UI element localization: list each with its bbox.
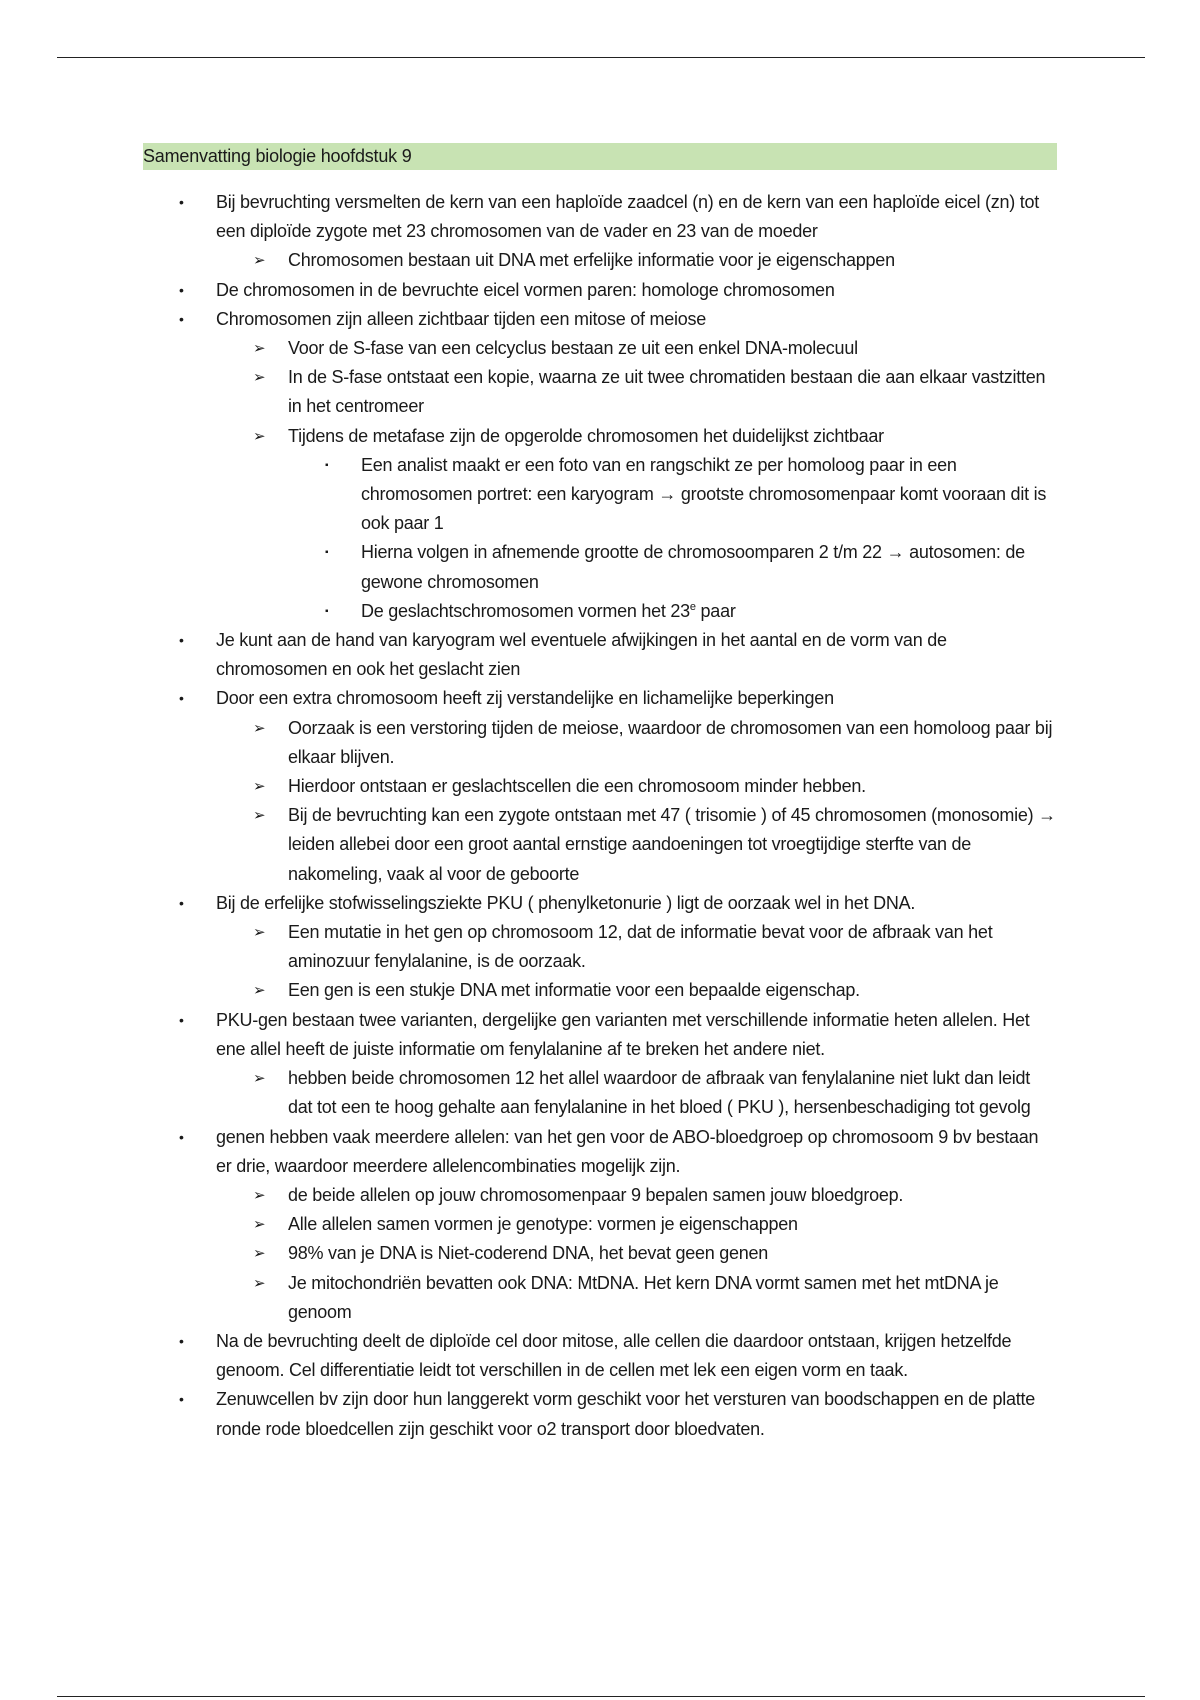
bullet-arrow-icon: ➢	[253, 1274, 266, 1292]
list-item	[325, 538, 1056, 596]
bullet-arrow-icon: ➢	[253, 807, 266, 825]
list-item	[179, 1327, 1056, 1385]
footer-rule	[57, 1696, 1145, 1697]
list-item	[179, 188, 1056, 246]
list-item	[253, 1239, 1056, 1268]
list-item-text: De chromosomen in de bevruchte eicel vormen paren: homologe chromosomen	[216, 279, 835, 300]
list-item-text: Een mutatie in het gen op chromosoom 12, dat de informatie bevat voor de afbraak van het aminozuur fenylalanine, is de oorzaak.	[288, 922, 993, 972]
list-item	[179, 684, 1056, 713]
list-item	[253, 246, 1056, 275]
list-item-text: Bij bevruchting versmelten de kern van een haploïde zaadcel (n) en de kern van een haploïde eicel (zn) tot een diploïde zygote met 23 chromosomen van de vader en 23 van de moeder	[216, 192, 1040, 242]
list-item	[179, 1385, 1056, 1443]
bullet-arrow-icon: ➢	[253, 1245, 266, 1263]
list-item-text: PKU-gen bestaan twee varianten, dergelijke gen varianten met verschillende informatie heten allelen. Het ene allel heeft de juiste informatie om fenylalanine af te breken het andere niet.	[216, 1009, 1030, 1059]
list-item-text: Je mitochondriën bevatten ook DNA: MtDNA. Het kern DNA vormt samen met het mtDNA je genoom	[288, 1272, 999, 1322]
list-item	[253, 422, 1056, 451]
list-item-text: de beide allelen op jouw chromosomenpaar 9 bepalen samen jouw bloedgroep.	[288, 1184, 904, 1205]
bullet-arrow-icon: ➢	[253, 1216, 266, 1234]
bullet-square-icon: ▪	[325, 547, 329, 559]
list-item-text: hebben beide chromosomen 12 het allel waardoor de afbraak van fenylalanine niet lukt dan leidt dat tot een te hoog gehalte aan fenylalanine in het bloed ( PKU ), hersenbeschadiging tot gevolg	[288, 1068, 1031, 1118]
bullet-arrow-icon: ➢	[253, 778, 266, 796]
list-item-text-tail: paar	[695, 600, 736, 621]
list-item-text: In de S-fase ontstaat een kopie, waarna ze uit twee chromatiden bestaan die aan elkaar vastzitten in het centromeer	[288, 367, 1046, 417]
list-item-text: genen hebben vaak meerdere allelen: van het gen voor de ABO-bloedgroep op chromosoom 9 bv bestaan er drie, waardoor meerdere allelencombinaties mogelijk zijn.	[216, 1126, 1039, 1176]
list-item-text: Hierdoor ontstaan er geslachtscellen die een chromosoom minder hebben.	[288, 776, 866, 797]
list-item-text: Alle allelen samen vormen je genotype: vormen je eigenschappen	[288, 1214, 798, 1235]
list-item	[325, 597, 1056, 626]
bullet-arrow-icon: ➢	[253, 719, 266, 737]
list-item-text: 98% van je DNA is Niet-coderend DNA, het bevat geen genen	[288, 1243, 769, 1264]
superscript: e	[689, 600, 696, 613]
list-item	[179, 1123, 1056, 1181]
list-item-text: Zenuwcellen bv zijn door hun langgerekt vorm geschikt voor het versturen van boodschappen en de platte ronde rode bloedcellen zijn geschikt voor o2 transport door bloedvaten.	[216, 1389, 1036, 1439]
list-item	[253, 334, 1056, 363]
bullet-dot-icon: •	[179, 894, 184, 911]
bullet-arrow-icon: ➢	[253, 924, 266, 942]
bullet-dot-icon: •	[179, 1128, 184, 1145]
list-item	[325, 451, 1056, 539]
list-item-text: Een analist maakt er een foto van en rangschikt ze per homoloog paar in een chromosomen portret: een karyogram → grootste chromosomenpaar komt vooraan dit is ook paar 1	[361, 454, 1047, 534]
list-item-text: Chromosomen bestaan uit DNA met erfelijke informatie voor je eigenschappen	[288, 250, 895, 271]
list-item	[253, 1064, 1056, 1122]
list-item-text: Oorzaak is een verstoring tijden de meiose, waardoor de chromosomen van een homoloog paar bij elkaar blijven.	[288, 717, 1053, 767]
list-item	[253, 1210, 1056, 1239]
bullet-dot-icon: •	[179, 281, 184, 298]
bullet-square-icon: ▪	[325, 459, 329, 471]
list-item	[179, 889, 1056, 918]
list-item	[179, 1006, 1056, 1064]
list-item	[253, 1181, 1056, 1210]
list-item-text: Bij de bevruchting kan een zygote ontstaan met 47 ( trisomie ) of 45 chromosomen (monosomie) → leiden allebei door een groot aantal ernstige aandoeningen tot vroegtijdige sterfte van de nakomeling, vaak al voor de geboorte	[288, 805, 1056, 884]
list-item-text: Door een extra chromosoom heeft zij verstandelijke en lichamelijke beperkingen	[216, 688, 834, 709]
bullet-arrow-icon: ➢	[253, 982, 266, 1000]
bullet-arrow-icon: ➢	[253, 252, 266, 270]
list-item-text: De geslachtschromosomen vormen het 23	[361, 600, 690, 621]
document-title: Samenvatting biologie hoofdstuk 9	[143, 143, 1057, 170]
bullet-dot-icon: •	[179, 1332, 184, 1349]
list-item-text: Chromosomen zijn alleen zichtbaar tijden een mitose of meiose	[216, 308, 707, 329]
header-rule	[57, 57, 1145, 58]
list-item	[253, 363, 1056, 421]
bullet-square-icon: ▪	[325, 605, 329, 617]
bullet-arrow-icon: ➢	[253, 427, 266, 445]
list-item-text: Tijdens de metafase zijn de opgerolde chromosomen het duidelijkst zichtbaar	[288, 425, 884, 446]
bullet-arrow-icon: ➢	[253, 340, 266, 358]
bullet-arrow-icon: ➢	[253, 369, 266, 387]
summary-list	[0, 188, 1200, 1444]
list-item	[253, 918, 1056, 976]
list-item-text: Na de bevruchting deelt de diploïde cel door mitose, alle cellen die daardoor ontstaan, krijgen hetzelfde genoom. Cel differentiatie leidt tot verschillen in de cellen met lek een eigen vorm en taak.	[216, 1330, 1012, 1381]
list-item-text: Voor de S-fase van een celcyclus bestaan ze uit een enkel DNA-molecuul	[288, 338, 858, 359]
list-item	[253, 976, 1056, 1005]
list-item-text: Hierna volgen in afnemende grootte de chromosoomparen 2 t/m 22 → autosomen: de gewone chromosomen	[361, 542, 1025, 592]
list-item	[253, 772, 1056, 801]
list-item-text: Je kunt aan de hand van karyogram wel eventuele afwijkingen in het aantal en de vorm van de chromosomen en ook het geslacht zien	[216, 630, 947, 680]
list-item	[253, 1269, 1056, 1327]
bullet-arrow-icon: ➢	[253, 1070, 266, 1088]
bullet-dot-icon: •	[179, 690, 184, 707]
list-item	[179, 305, 1056, 334]
list-item	[253, 801, 1056, 889]
bullet-arrow-icon: ➢	[253, 1186, 266, 1204]
list-item-text: Een gen is een stukje DNA met informatie voor een bepaalde eigenschap.	[288, 980, 860, 1001]
list-item-text: Bij de erfelijke stofwisselingsziekte PKU ( phenylketonurie ) ligt de oorzaak wel in het DNA.	[216, 892, 916, 913]
bullet-dot-icon: •	[179, 194, 184, 210]
list-item	[179, 626, 1056, 684]
list-item	[253, 714, 1056, 772]
bullet-dot-icon: •	[179, 632, 184, 649]
bullet-dot-icon: •	[179, 1391, 184, 1408]
bullet-dot-icon: •	[179, 310, 184, 327]
list-item	[179, 276, 1056, 305]
bullet-dot-icon: •	[179, 1011, 184, 1028]
